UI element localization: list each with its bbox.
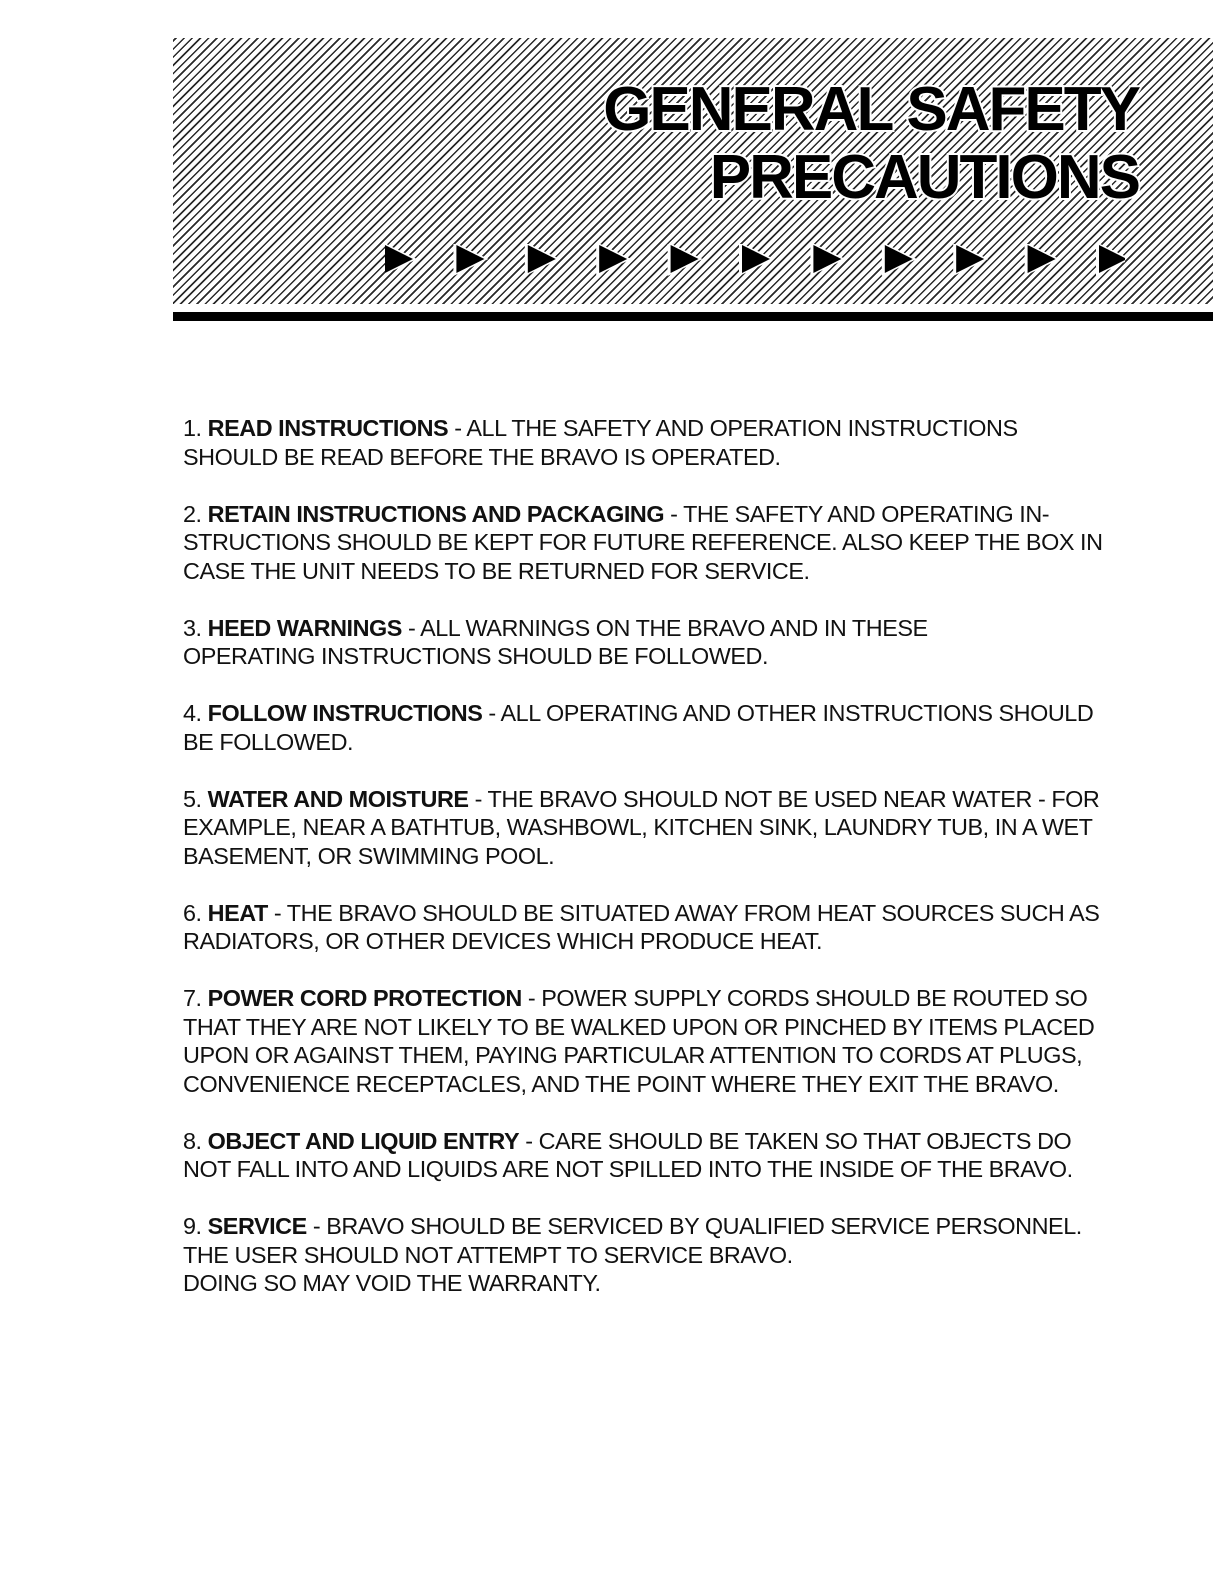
precaution-text: - CARE SHOULD BE TAKEN SO THAT OBJECTS DO <box>519 1127 1072 1154</box>
precaution-number: 3. <box>183 614 208 641</box>
precaution-heading: HEED WARNINGS <box>207 614 402 641</box>
arrow-right-icon <box>1028 245 1056 273</box>
precaution-text: - ALL THE SAFETY AND OPERATION INSTRUCTIONS <box>448 415 1018 441</box>
precaution-number: 5. <box>183 785 208 812</box>
precaution-first-line <box>183 699 1183 728</box>
page-title-line-2: PRECAUTIONS <box>709 143 1139 212</box>
precaution-text: - POWER SUPPLY CORDS SHOULD BE ROUTED SO <box>521 985 1088 1011</box>
precaution-text-line: BE FOLLOWED. <box>183 728 354 755</box>
page-title-line-1: GENERAL SAFETY <box>603 75 1139 144</box>
precaution-number: 2. <box>183 500 208 527</box>
precaution-number: 1. <box>183 415 208 441</box>
precaution-text: - THE SAFETY AND OPERATING IN- <box>664 500 1050 527</box>
page-title <box>603 76 1139 212</box>
precaution-text-line: OPERATING INSTRUCTIONS SHOULD BE FOLLOWED. <box>183 643 768 669</box>
safety-precautions-list <box>183 414 1183 1326</box>
arrow-right-icon <box>742 245 770 273</box>
precaution-text: - THE BRAVO SHOULD NOT BE USED NEAR WATER - FOR <box>468 785 1100 812</box>
precaution-text-line: CONVENIENCE RECEPTACLES, AND THE POINT WHERE THEY EXIT THE BRAVO. <box>183 1070 1059 1097</box>
precaution-number: 9. <box>183 1213 208 1239</box>
precaution-heading: HEAT <box>207 899 268 926</box>
precaution-text-line: THAT THEY ARE NOT LIKELY TO BE WALKED UPON OR PINCHED BY ITEMS PLACED <box>183 1013 1095 1040</box>
precaution-item <box>183 699 1183 756</box>
precaution-text-line: BASEMENT, OR SWIMMING POOL. <box>183 842 555 869</box>
precaution-text-line: UPON OR AGAINST THEM, PAYING PARTICULAR ATTENTION TO CORDS AT PLUGS, <box>183 1042 1083 1068</box>
precaution-heading: POWER CORD PROTECTION <box>207 985 522 1011</box>
precaution-number: 4. <box>183 700 208 726</box>
precaution-item <box>183 785 1183 871</box>
precaution-heading: OBJECT AND LIQUID ENTRY <box>207 1127 520 1154</box>
precaution-text-line: NOT FALL INTO AND LIQUIDS ARE NOT SPILLED INTO THE INSIDE OF THE BRAVO. <box>183 1156 1073 1182</box>
precaution-heading: WATER AND MOISTURE <box>207 785 469 812</box>
arrow-right-icon <box>956 245 984 273</box>
precaution-text-line: SHOULD BE READ BEFORE THE BRAVO IS OPERATED. <box>183 443 781 470</box>
precaution-text-line: THE USER SHOULD NOT ATTEMPT TO SERVICE BRAVO. <box>183 1241 793 1268</box>
arrow-right-icon <box>456 245 484 273</box>
arrow-right-icon <box>599 245 627 273</box>
precaution-item <box>183 414 1183 471</box>
precaution-number: 6. <box>183 899 208 926</box>
arrow-row <box>385 244 1125 278</box>
arrow-right-icon <box>813 245 841 273</box>
precaution-text-line: DOING SO MAY VOID THE WARRANTY. <box>183 1270 601 1296</box>
arrow-right-icon <box>885 245 913 273</box>
precaution-text: - ALL WARNINGS ON THE BRAVO AND IN THESE <box>401 614 928 641</box>
precaution-first-line <box>183 500 1183 529</box>
precaution-first-line <box>183 899 1183 928</box>
arrow-right-icon <box>671 245 699 273</box>
precaution-item <box>183 614 1183 671</box>
arrow-right-icon <box>528 245 556 273</box>
precaution-heading: FOLLOW INSTRUCTIONS <box>207 700 483 726</box>
precaution-text: - BRAVO SHOULD BE SERVICED BY QUALIFIED SERVICE PERSONNEL. <box>306 1213 1082 1239</box>
precaution-item <box>183 1212 1183 1298</box>
precaution-text-line: STRUCTIONS SHOULD BE KEPT FOR FUTURE REFERENCE. ALSO KEEP THE BOX IN <box>183 529 1103 555</box>
arrow-right-icon <box>385 245 413 273</box>
precaution-heading: READ INSTRUCTIONS <box>207 415 449 441</box>
precaution-text-line: CASE THE UNIT NEEDS TO BE RETURNED FOR SERVICE. <box>183 557 810 584</box>
arrow-right-icon <box>1099 245 1125 273</box>
precaution-text-line: EXAMPLE, NEAR A BATHTUB, WASHBOWL, KITCHEN SINK, LAUNDRY TUB, IN A WET <box>183 814 1093 840</box>
hatched-title-banner <box>173 38 1213 304</box>
precaution-heading: RETAIN INSTRUCTIONS AND PACKAGING <box>207 500 665 527</box>
precaution-number: 8. <box>183 1127 208 1154</box>
precaution-item <box>183 984 1183 1098</box>
precaution-first-line <box>183 984 1183 1013</box>
precaution-first-line <box>183 785 1183 814</box>
precaution-heading: SERVICE <box>207 1213 307 1239</box>
precaution-first-line <box>183 414 1183 443</box>
precaution-text: - THE BRAVO SHOULD BE SITUATED AWAY FROM HEAT SOURCES SUCH AS <box>267 899 1100 926</box>
precaution-number: 7. <box>183 985 208 1011</box>
precaution-first-line <box>183 614 1183 643</box>
precaution-first-line <box>183 1212 1183 1241</box>
precaution-text: - ALL OPERATING AND OTHER INSTRUCTIONS SHOULD <box>482 700 1094 726</box>
header-divider <box>173 312 1213 321</box>
precaution-item <box>183 1127 1183 1184</box>
precaution-text-line: RADIATORS, OR OTHER DEVICES WHICH PRODUCE HEAT. <box>183 928 823 954</box>
precaution-item <box>183 899 1183 956</box>
precaution-item <box>183 500 1183 586</box>
precaution-first-line <box>183 1127 1183 1156</box>
